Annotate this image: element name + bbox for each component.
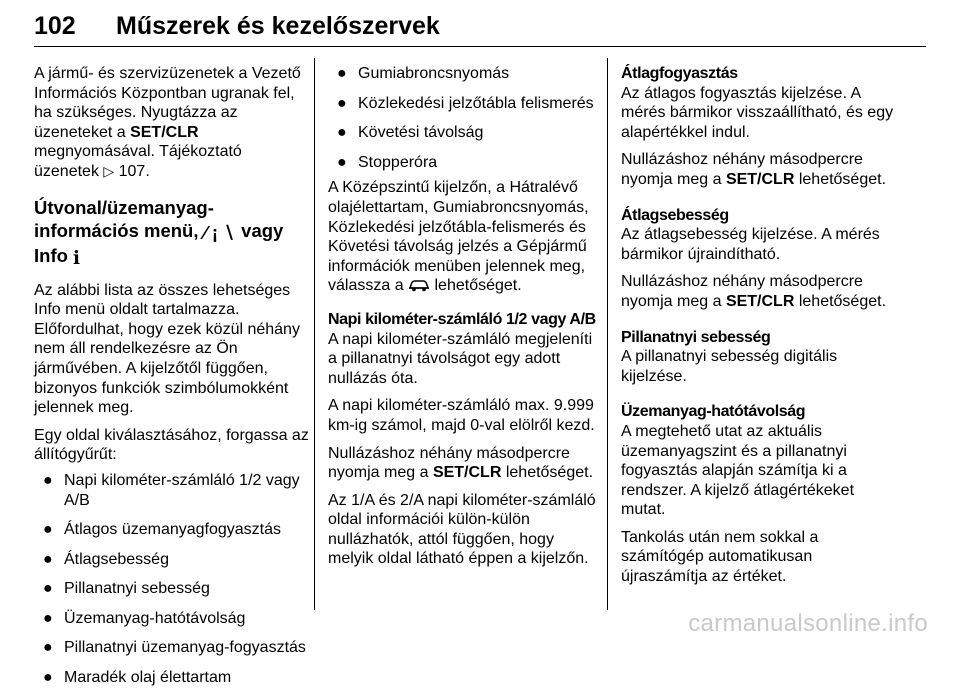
page-header [34,2,926,47]
list-item: ● Maradék olaj élettartam [43,669,232,687]
list-item: ● Gumiabroncsnyomás [337,65,510,82]
paragraph: A Középszintű kijelzőn, a Hátralévő olajélettartam, Gumiabroncsnyomás, Közlekedési jelzőtábla-felismerés és Követési távolság jelzés a Gépjármű információk menüben jelennek meg, válassza a lehetőséget. [328,179,589,295]
bullet-icon: ● [43,639,53,657]
set-clr-label: SET/CLR [130,123,199,141]
column-middle [328,64,598,577]
trip-info-icon: ⁄ ¡ ∖ [203,221,237,243]
subsection-heading: Átlagfogyasztás [621,65,738,82]
list-item: ● Átlagsebesség [43,550,169,568]
paragraph: Az 1/A és 2/A napi kilométer-számláló oldal információi külön-külön nullázhatók, attól függően, hogy melyik oldal látható éppen a kijelzőn. [328,491,596,568]
section-heading: Útvonal/üzemanyag-információs menü, ⁄ ¡ ∖ vagy Info ℹ [34,196,284,268]
subsection-heading: Pillanatnyi sebesség [621,328,771,346]
paragraph: Az átlagsebesség kijelzése. A mérés bármikor újraindítható. [621,226,880,263]
paragraph: Nullázáshoz néhány másodpercre nyomja meg a SET/CLR lehetőséget. [621,151,887,188]
paragraph: Az alábbi lista az összes lehetséges Info menü oldalt tartalmazza. Előfordulhat, hogy ezek közül néhány nem áll rendelkezésre az Ön járművében. A kijelzőtől függően, bizonyos funkciók szimbólumokként jelennek meg. [34,281,300,417]
watermark: carmanualsonline.info [688,610,928,637]
list-item: ● Stopperóra [337,153,438,171]
list-item: ● Követési távolság [337,124,484,142]
info-icon: ℹ [73,246,81,268]
set-clr-label: SET/CLR [725,170,795,188]
paragraph: Nullázáshoz néhány másodpercre nyomja meg a SET/CLR lehetőséget. [621,273,887,310]
paragraph: Az átlagos fogyasztás kijelzése. A mérés bármikor visszaállítható, és egy alapértékkel indul. [621,84,894,141]
bullet-icon: ● [43,521,53,539]
bullet-icon: ● [337,124,347,142]
bullet-icon: ● [43,669,53,687]
set-clr-label: SET/CLR [725,292,795,310]
paragraph: Nullázáshoz néhány másodpercre nyomja meg a SET/CLR lehetőséget. [328,444,594,482]
bullet-icon: ● [337,94,347,112]
bullet-icon: ● [43,550,53,568]
page-number: 102 [34,12,76,40]
paragraph: A napi kilométer-számláló max. 9.999 km-ig számol, majd 0-val elölről kezd. [328,397,595,434]
arrow-right-icon[interactable]: ▷ [103,162,115,179]
chapter-title: Műszerek és kezelőszervek [116,12,440,40]
column-right [621,64,901,595]
subsection-heading: Napi kilométer-számláló 1/2 vagy A/B [328,310,596,328]
column-divider [607,58,608,610]
paragraph: A napi kilométer-számláló megjeleníti a pillanatnyi távolságot egy adott nullázás óta. [328,330,593,387]
column-left [34,64,309,698]
paragraph: Egy oldal kiválasztásához, forgassa az állítógyűrűt: [34,426,309,464]
bullet-icon: ● [43,609,53,627]
info-page-list [34,471,309,688]
bullet-icon: ● [337,153,347,171]
subsection-heading: Üzemanyag-hatótávolság [621,403,806,421]
bullet-icon: ● [337,65,347,82]
list-item: ● Üzemanyag-hatótávolság [43,609,246,627]
page-reference[interactable]: 107. [114,162,150,180]
bullet-icon: ● [43,580,53,598]
set-clr-label: SET/CLR [432,464,502,482]
list-item: ● Átlagos üzemanyagfogyasztás [43,521,282,539]
info-page-list [328,64,598,172]
car-icon [408,277,430,294]
paragraph: A pillanatnyi sebesség digitális kijelzése. [621,348,838,385]
bullet-icon: ● [43,471,53,489]
list-item: ● Pillanatnyi üzemanyag-fogyasztás [43,639,306,657]
subsection-heading: Átlagsebesség [621,206,729,224]
paragraph: A megtehető utat az aktuális üzemanyagszint és a pillanatnyi fogyasztás alapján számítja ki a rendszer. A kijelző átlagértékeket mutat. [621,422,855,519]
intro-paragraph: A jármű- és szervizüzenetek a Vezető Információs Központban ugranak fel, ha szükséges. Nyugtázza az üzeneteket a SET/CLR megnyomásával. Tájékoztató üzenetek ▷ 107. [34,65,301,180]
list-item: ● Közlekedési jelzőtábla felismerés [337,94,594,112]
list-item: ● Pillanatnyi sebesség [43,580,210,598]
paragraph: Tankolás után nem sokkal a számítógép automatikusan újraszámítja az értéket. [621,528,819,586]
column-divider [314,58,315,610]
list-item: ● Napi kilométer-számláló 1/2 vagy A/B [43,471,300,509]
